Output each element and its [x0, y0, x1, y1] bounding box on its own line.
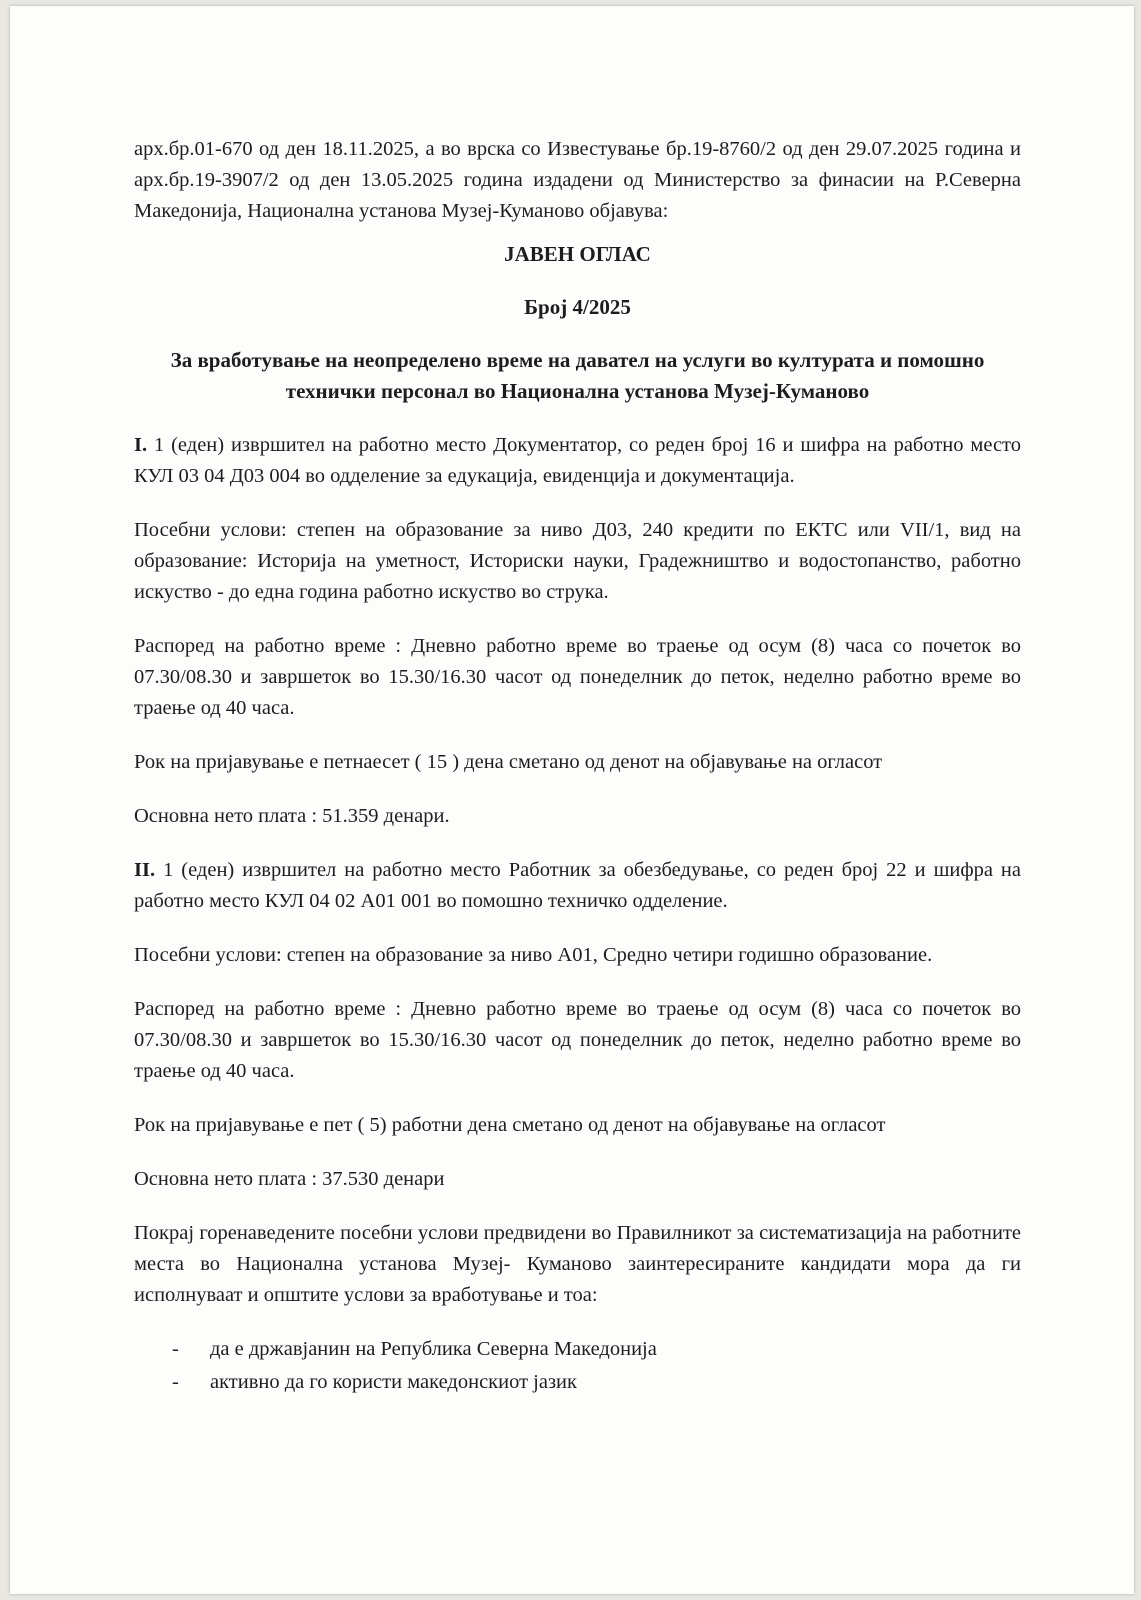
position-1-deadline: Рок на пријавување е петнаесет ( 15 ) дена сметано од денот на објавување на огласот: [134, 751, 883, 773]
position-2-deadline: Рок на пријавување е пет ( 5) работни дена сметано од денот на објавување на огласот: [134, 1114, 886, 1136]
position-1-conditions: Посебни услови: степен на образование за ниво Д03, 240 кредити по ЕКТС или VII/1, вид на образование: Историја на уметност, Историски науки, Градежништво и водостопанство, работно искуство - до една година работно искуство во струка.: [134, 519, 1021, 603]
general-conditions-list: [134, 1333, 1021, 1399]
list-item: [172, 1333, 1021, 1366]
bullet-dash: -: [172, 1371, 179, 1393]
position-1-schedule: Распоред на работно време : Дневно работно време во траење од осум (8) часа со почеток во 07.30/08.30 и завршеток во 15.30/16.30 часот од понеделник до петок, неделно работно време во траење од 40 часа.: [134, 635, 1021, 719]
position-2-schedule: Распоред на работно време : Дневно работно време во траење од осум (8) часа со почеток во 07.30/08.30 и завршеток во 15.30/16.30 часот од понеделник до петок, неделно работно време во траење од 40 часа.: [134, 998, 1021, 1082]
announcement-number: Број 4/2025: [524, 295, 631, 319]
position-2-marker: II.: [134, 859, 156, 881]
announcement-subject: За вработување на неопределено време на давател на услуги во културата и помошно технички персонал во Национална установа Музеј-Куманово: [170, 348, 985, 403]
position-2-salary: Основна нето плата : 37.530 денари: [134, 1168, 445, 1190]
position-2-text: 1 (еден) извршител на работно место Работник за обезбедување, со реден број 22 и шифра на работно место КУЛ 04 02 А01 001 во помошно техничко одделение.: [134, 859, 1021, 912]
list-item-text: активно да го користи македонскиот јазик: [210, 1371, 577, 1393]
document-page: [10, 6, 1134, 1594]
intro-paragraph: арх.бр.01-670 од ден 18.11.2025, а во врска со Известување бр.19-8760/2 од ден 29.07.2025 година и арх.бр.19-3907/2 од ден 13.05.2025 година издадени од Министерство за финасии на Р.Северна Македонија, Национална установа Музеј-Куманово објавува:: [134, 138, 1021, 222]
position-1-marker: I.: [134, 434, 148, 456]
position-1-paragraph: [134, 430, 1021, 492]
position-2-conditions: Посебни услови: степен на образование за ниво А01, Средно четири годишно образование.: [134, 944, 933, 966]
list-item: [172, 1366, 1021, 1399]
position-1-text: 1 (еден) извршител на работно место Документатор, со реден број 16 и шифра на работно место КУЛ 03 04 Д03 004 во одделение за едукација, евиденција и документација.: [134, 434, 1021, 487]
general-conditions-paragraph: Покрај горенаведените посебни услови предвидени во Правилникот за систематизација на работните места во Национална установа Музеј- Куманово заинтересираните кандидати мора да ги исполнуваат и општите услови за вработување и тоа:: [134, 1222, 1021, 1306]
bullet-dash: -: [172, 1338, 179, 1360]
position-1-salary: Основна нето плата : 51.359 денари.: [134, 805, 450, 827]
list-item-text: да е државјанин на Република Северна Македонија: [210, 1338, 657, 1360]
position-2-paragraph: [134, 855, 1021, 917]
document-title: ЈАВЕН ОГЛАС: [504, 242, 651, 266]
document-body: [134, 134, 1021, 1399]
